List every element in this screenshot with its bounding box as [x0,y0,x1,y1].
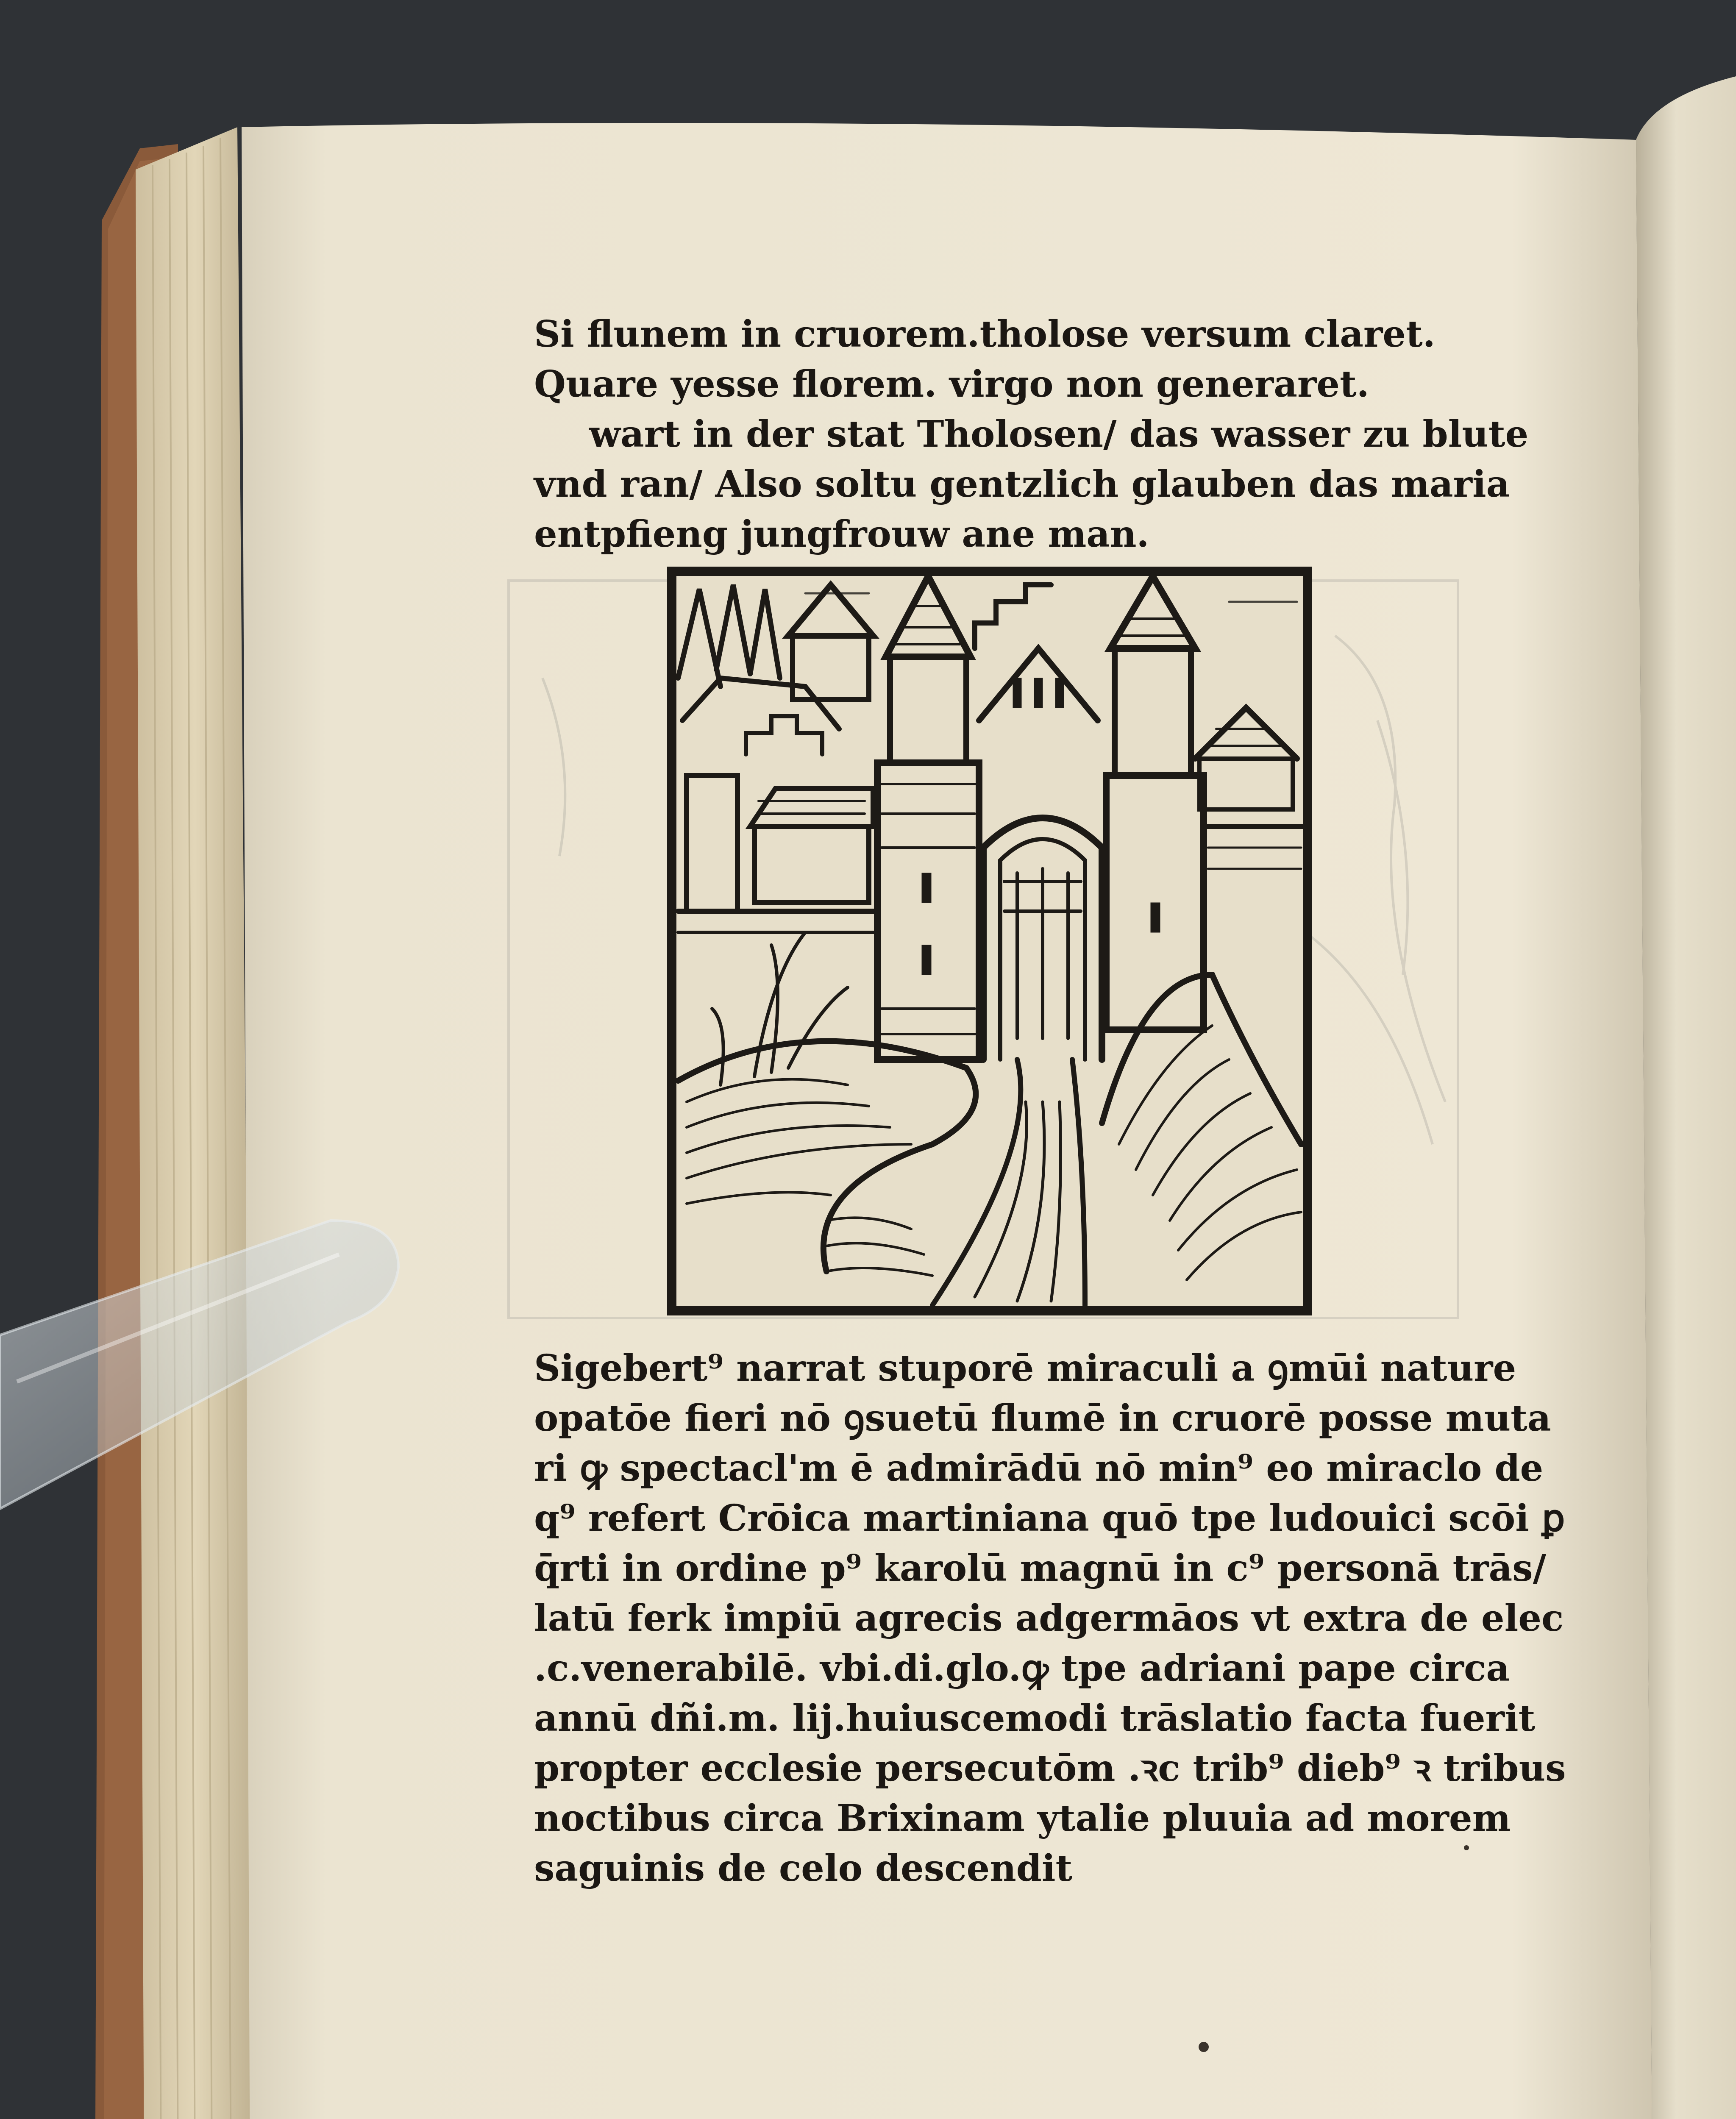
commentary-line: q̄rti in ordine p⁹ karolū magnū in c⁹ personā trās/ [534,1547,1547,1590]
verse-line: entpfieng jungfrouw ane man. [534,513,1149,556]
commentary-line: opatōe fieri nō ꝯsuetū flumē in cruorē posse muta [534,1397,1551,1440]
commentary-line: latū ferk impiū agrecis adgermāos vt extra de elec [534,1597,1564,1640]
commentary-line: noctibus circa Brixinam ytalie pluuia ad morem [534,1797,1511,1840]
commentary-line: annū dñi.m. lij.huiuscemodi trāslatio facta fuerit [534,1697,1536,1740]
commentary-line: q⁹ refert Crōica martiniana quō tpe ludouici scōi ꝑ [534,1497,1565,1540]
verse-text-block [534,309,1529,559]
commentary-line: Sigebert⁹ narrat stuporē miraculi a ꝯmūi nature [534,1347,1516,1390]
verse-line: Si flunem in cruorem.tholose versum claret. [534,313,1436,356]
woodcut-illustration [672,571,1308,1311]
commentary-line: saguinis de celo descendit [534,1847,1073,1890]
commentary-line: ri ꝙ spectacl'm ē admirādū nō min⁹ eo miraclo de [534,1447,1544,1490]
verse-line: wart in der stat Tholosen/ das wasser zu blute [589,413,1529,456]
verse-line: Quare yesse florem. virgo non generaret. [534,363,1369,406]
commentary-line: propter ecclesie persecutōm .ꝛc trib⁹ dieb⁹ ꝛ tribus [534,1747,1566,1790]
commentary-text-block [534,1343,1566,1894]
verse-line: vnd ran/ Also soltu gentzlich glauben das maria [534,463,1510,506]
commentary-line: .c.venerabilē. vbi.di.glo.ꝙ tpe adriani pape circa [534,1647,1510,1690]
